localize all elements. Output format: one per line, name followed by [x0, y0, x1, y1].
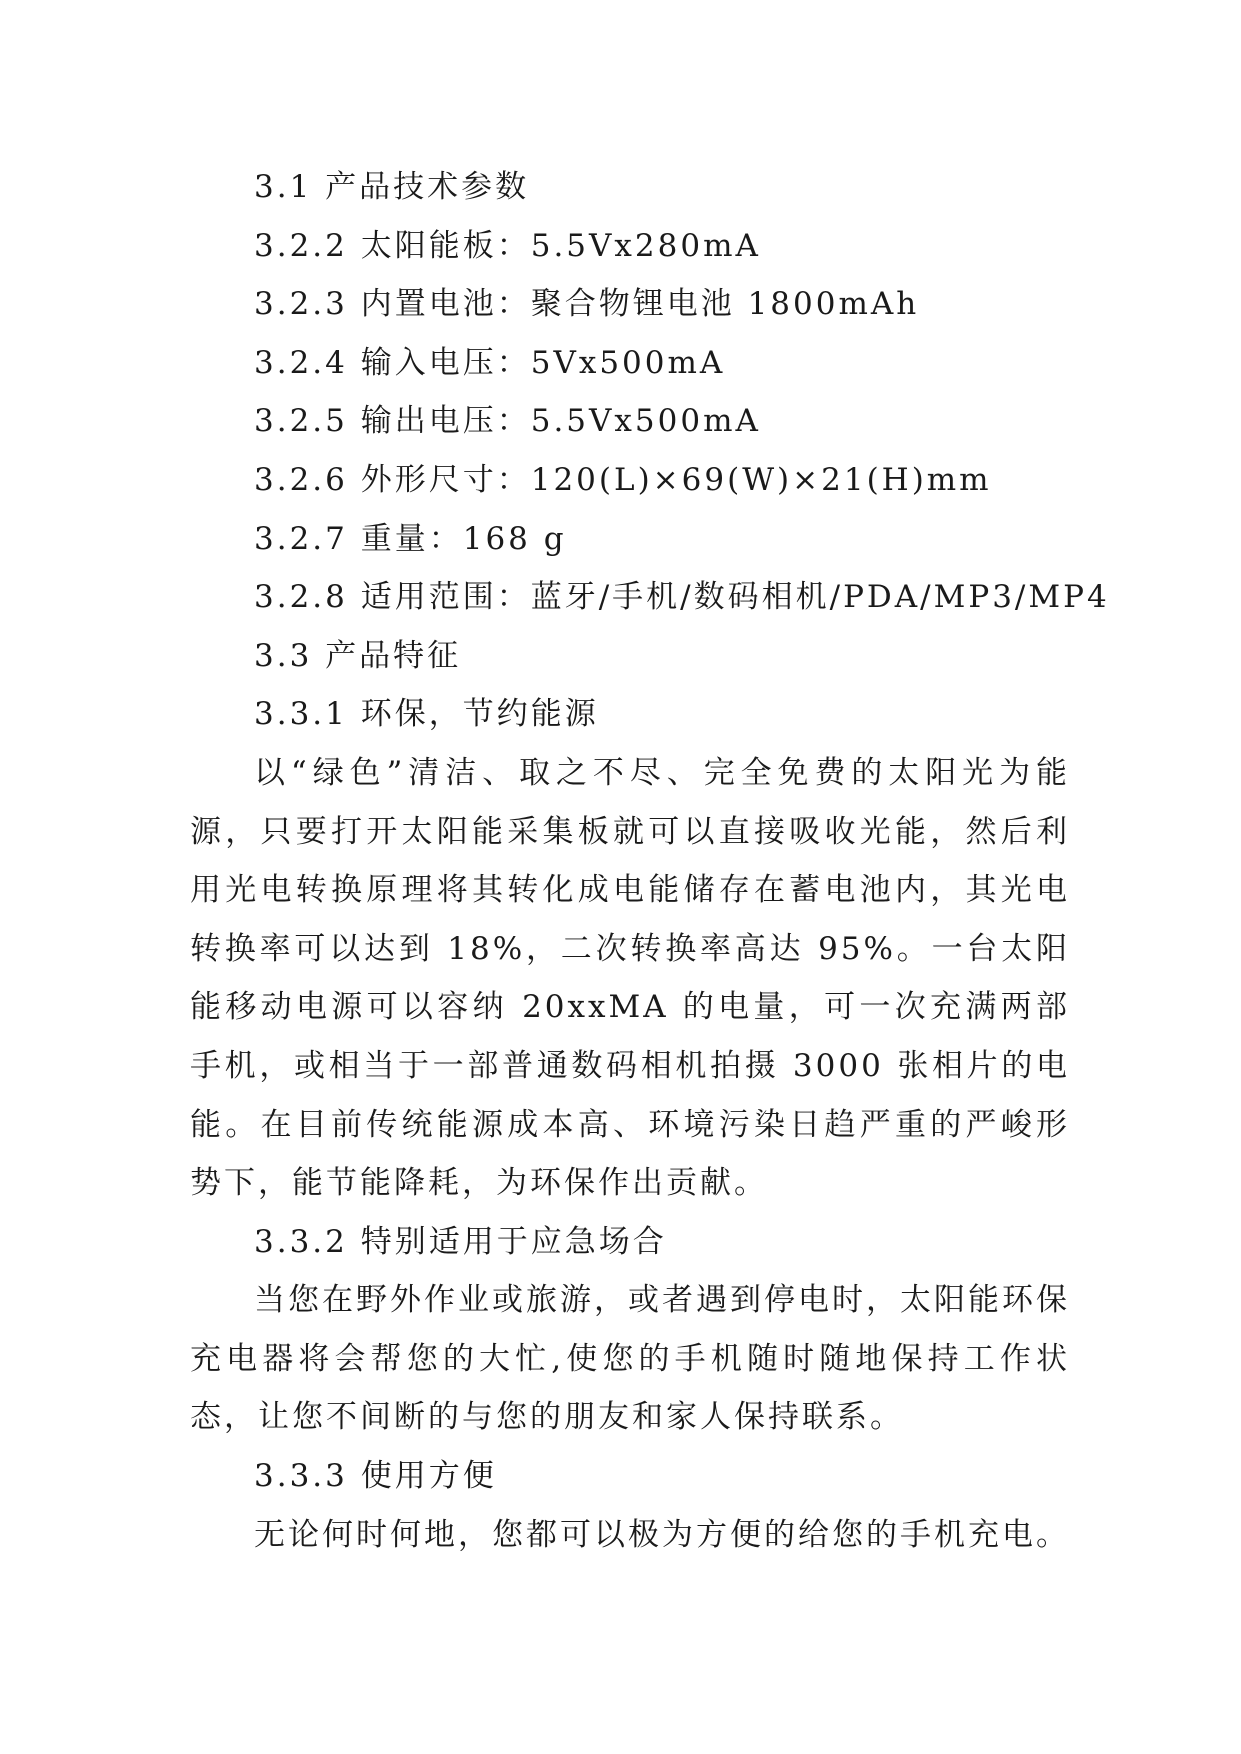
subheading-3-3-1: 3.3.1 环保，节约能源 [254, 696, 599, 733]
spec-solar-panel: 3.2.2 太阳能板：5.5Vx280mA [254, 227, 761, 264]
spec-weight: 3.2.7 重量：168 g [254, 520, 567, 557]
spec-output-voltage: 3.2.5 输出电压：5.5Vx500mA [254, 403, 761, 440]
spec-input-voltage: 3.2.4 输入电压：5Vx500mA [254, 344, 726, 381]
document-page [190, 158, 1110, 1564]
paragraph-convenience: 无论何时何地，您都可以极为方便的给您的手机充电。 [254, 1516, 1070, 1553]
section-heading-3-3: 3.3 产品特征 [254, 637, 462, 674]
spec-dimensions: 3.2.6 外形尺寸：120(L)×69(W)×21(H)mm [254, 461, 992, 498]
spec-battery: 3.2.3 内置电池：聚合物锂电池 1800mAh [254, 286, 920, 323]
paragraph-green-energy: 以“绿色”清洁、取之不尽、完全免费的太阳光为能源，只要打开太阳能采集板就可以直接吸收光能，然后利用光电转换原理将其转化成电能储存在蓄电池内，其光电转换率可以达到 18%，二次转换率高达 95%。一台太阳能移动电源可以容纳 20xxMA 的电量，可一次充满两部手机，或相当于一部普通数码相机拍摄 3000 张相片的电能。在目前传统能源成本高、环境污染日趋严重的严峻形势下，能节能降耗，为环保作出贡献。 [190, 754, 1070, 1202]
subheading-3-3-3: 3.3.3 使用方便 [254, 1458, 497, 1495]
paragraph-emergency-use: 当您在野外作业或旅游，或者遇到停电时，太阳能环保充电器将会帮您的大忙,使您的手机随时随地保持工作状态，让您不间断的与您的朋友和家人保持联系。 [190, 1282, 1070, 1436]
spec-applicable-range: 3.2.8 适用范围：蓝牙/手机/数码相机/PDA/MP3/MP4 [254, 579, 1110, 616]
section-heading-3-1: 3.1 产品技术参数 [254, 169, 530, 205]
subheading-3-3-2: 3.3.2 特别适用于应急场合 [254, 1223, 667, 1260]
